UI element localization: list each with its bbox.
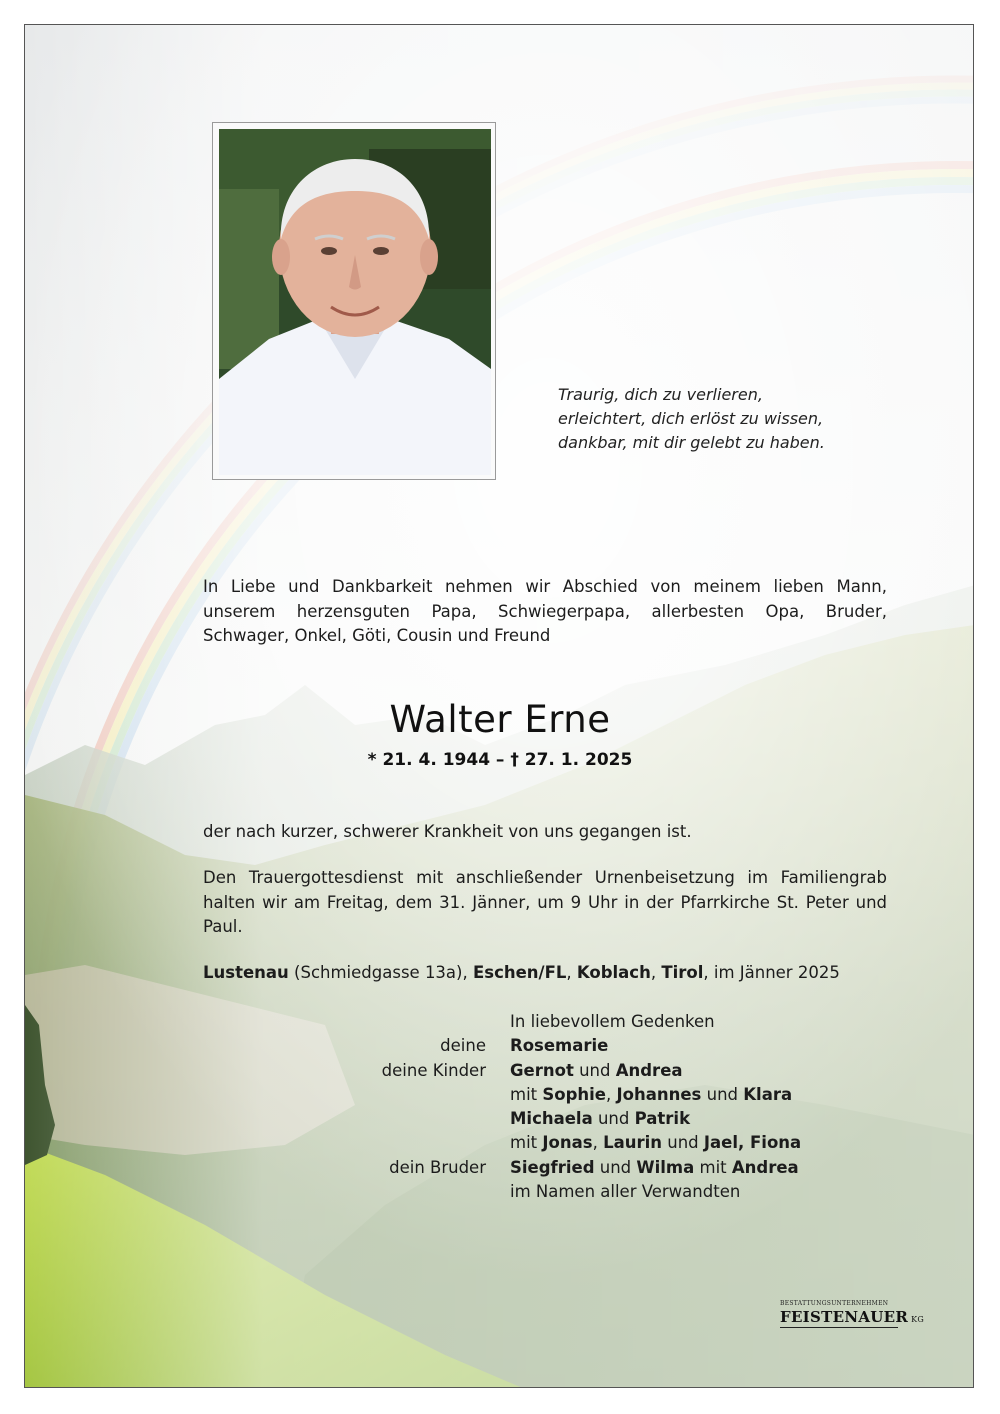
place-koblach: Koblach <box>576 963 651 982</box>
conjunction: und <box>573 1060 616 1080</box>
conjunction: und <box>701 1084 744 1104</box>
conjunction: und <box>594 1157 637 1177</box>
role-brother: dein Bruder <box>389 1157 486 1177</box>
passed-text: der nach kurzer, schwerer Krankheit von uns gegangen ist. <box>203 822 692 841</box>
partner-name: Andrea <box>615 1060 683 1080</box>
place-address: (Schmiedgasse 13a), <box>288 963 473 982</box>
separator: , <box>592 1133 604 1153</box>
mourners-row <box>0 1061 1000 1085</box>
separator: , <box>606 1084 617 1104</box>
intro-text <box>203 575 887 649</box>
place-town: Lustenau <box>203 963 289 982</box>
logo-tagline: BESTATTUNGSUNTERNEHMEN <box>780 1300 889 1307</box>
logo-wordmark <box>780 1308 924 1326</box>
place-eschen: Eschen/FL <box>472 963 567 982</box>
poem <box>558 383 918 455</box>
mourners-list <box>0 1012 1000 1206</box>
brother-name: Siegfried <box>510 1157 595 1177</box>
grandchild-name: Johannes <box>616 1084 702 1104</box>
grandchild-name: Jael, Fiona <box>703 1133 802 1153</box>
poem-line: erleichtert, dich erlöst zu wissen, <box>558 409 824 428</box>
child-name: Gernot <box>510 1060 574 1080</box>
wife-name: Rosemarie <box>510 1036 609 1056</box>
logo-name: FEISTENAUER <box>780 1308 909 1326</box>
intro-line: Schwager, Onkel, Göti, Cousin und Freund <box>203 626 551 645</box>
logo-suffix: KG <box>911 1315 925 1324</box>
service-line: Paul. <box>203 917 243 936</box>
mourners-row <box>0 1133 1000 1157</box>
service-line: halten wir am Freitag, dem 31. Jänner, um 9 Uhr in der Pfarrkirche St. Peter und <box>203 892 887 912</box>
separator: , <box>566 963 577 982</box>
service-announcement <box>203 866 887 940</box>
partner-name: Wilma <box>636 1157 695 1177</box>
mourners-row <box>0 1012 1000 1036</box>
poem-line: Traurig, dich zu verlieren, <box>558 385 763 404</box>
intro-line: In Liebe und Dankbarkeit nehmen wir Abschied von meinem lieben Mann, <box>203 577 887 596</box>
grandchild-name: Laurin <box>603 1133 662 1153</box>
place-date-text: , im Jänner 2025 <box>703 963 840 982</box>
conjunction: mit <box>510 1133 543 1153</box>
intro-line: unserem herzensguten Papa, Schwiegerpapa, allerbesten Opa, Bruder, <box>203 601 887 621</box>
mourners-row <box>0 1158 1000 1182</box>
conjunction: mit <box>510 1084 543 1104</box>
grandchild-name: Jonas <box>542 1133 593 1153</box>
mourners-row <box>0 1182 1000 1206</box>
separator: , <box>650 963 662 982</box>
mourners-row <box>0 1085 1000 1109</box>
mourners-row <box>0 1109 1000 1133</box>
place-and-date <box>203 963 840 982</box>
mourners-heading: In liebevollem Gedenken <box>510 1012 715 1031</box>
portrait-photo <box>219 129 491 475</box>
conjunction: und <box>662 1133 704 1153</box>
grandchild-name: Sophie <box>542 1084 606 1104</box>
logo-underline <box>780 1327 898 1328</box>
mourners-row <box>0 1036 1000 1060</box>
service-line: Den Trauergottesdienst mit anschließender Urnenbeisetzung im Familiengrab <box>203 868 887 887</box>
poem-line: dankbar, mit dir gelebt zu haben. <box>558 433 825 452</box>
mourners-closing: im Namen aller Verwandten <box>510 1182 741 1202</box>
partner-name: Patrik <box>634 1109 691 1129</box>
portrait-frame <box>212 122 496 480</box>
life-dates: * 21. 4. 1944 – † 27. 1. 2025 <box>367 750 633 770</box>
funeral-home-logo <box>780 1300 930 1340</box>
place-tirol: Tirol <box>661 963 704 982</box>
deceased-name: Walter Erne <box>389 698 611 741</box>
role-wife: deine <box>440 1036 486 1056</box>
relative-name: Andrea <box>731 1157 799 1177</box>
conjunction: mit <box>694 1157 732 1177</box>
grandchild-name: Klara <box>743 1084 793 1104</box>
role-children: deine Kinder <box>381 1060 486 1080</box>
conjunction: und <box>592 1109 635 1129</box>
child-name: Michaela <box>510 1109 593 1129</box>
